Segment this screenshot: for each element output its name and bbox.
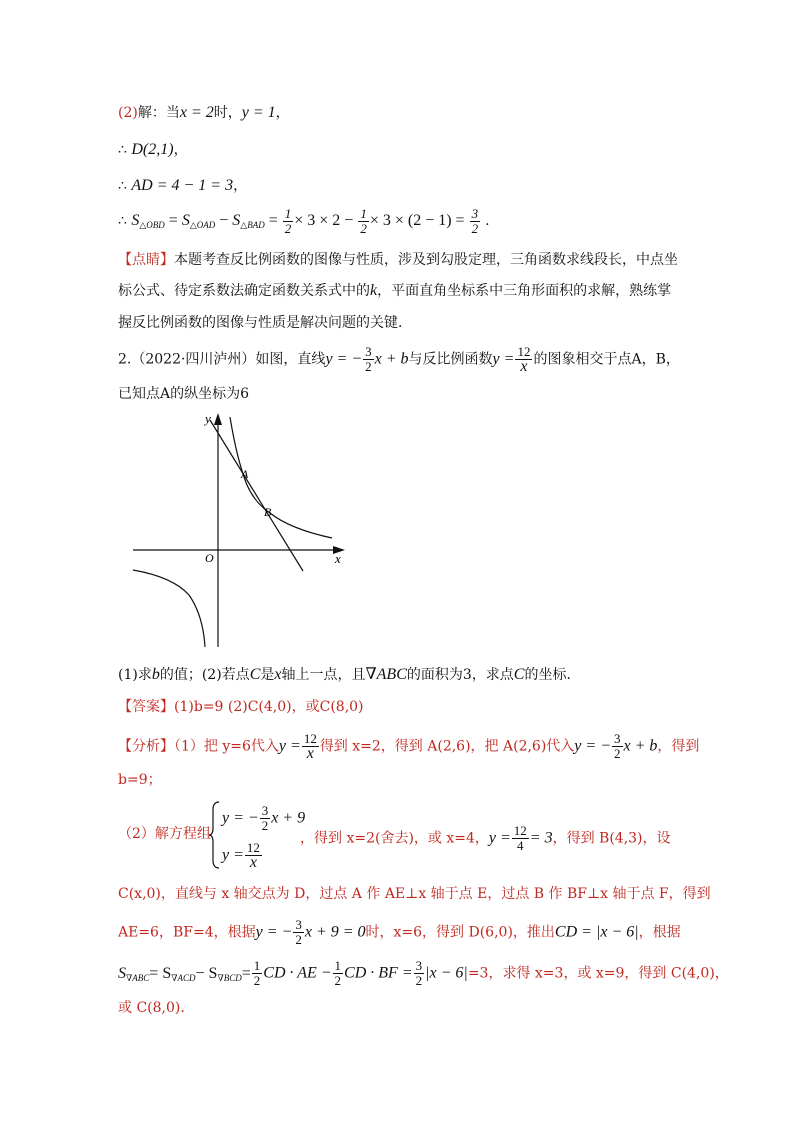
num: 1 <box>360 206 367 221</box>
math: x + 9 <box>271 809 306 827</box>
fraction <box>302 732 319 761</box>
fraction <box>363 345 374 374</box>
text: 时， <box>213 105 242 121</box>
math-y: y = 1 <box>241 104 276 121</box>
math: y = <box>222 846 244 864</box>
analysis-line-4 <box>118 884 711 904</box>
eq: = <box>268 212 278 230</box>
text: 轴上一点，且 <box>281 667 366 683</box>
period: . <box>485 213 490 230</box>
analysis-line-3 <box>118 824 211 844</box>
num: 12 <box>517 344 531 359</box>
point-d: D(2,1) <box>131 141 174 158</box>
analysis-tag: 【分析】 <box>118 738 174 755</box>
s: S <box>232 212 241 230</box>
hyperbola-branch-2 <box>133 570 205 647</box>
analysis-line-3b <box>300 824 671 853</box>
math: y = − <box>222 809 259 827</box>
fraction <box>612 732 623 761</box>
num: 12 <box>513 823 527 838</box>
system-brace <box>209 800 221 870</box>
sub: △OBD <box>139 220 165 231</box>
text: 时，x=6，得到 D(6,0)，推出 <box>365 924 555 941</box>
math: y = − <box>574 737 611 755</box>
num: 3 <box>614 731 621 746</box>
text: =3，求得 x=3，或 x=9，得到 C(4,0)， <box>467 965 729 982</box>
text: 标公式、待定系数法确定函数关系式中的 <box>118 283 370 299</box>
origin-label: O <box>205 551 214 565</box>
text: 的值；(2)若点 <box>159 667 250 683</box>
math-c: C <box>249 666 261 683</box>
math: x + 9 = 0 <box>304 923 366 941</box>
num: 3 <box>365 344 372 359</box>
math-x: x <box>274 666 282 683</box>
dianjing-line-1 <box>118 250 678 270</box>
math: x + b <box>374 350 409 368</box>
fraction <box>333 959 344 988</box>
den: 2 <box>295 932 302 947</box>
math: y = <box>492 350 515 368</box>
num: 3 <box>261 803 269 818</box>
text: 的图象相交于点A，B， <box>533 351 680 368</box>
text: C(x,0)，直线与 x 轴交点为 D，过点 A 作 AE⊥x 轴于点 E，过点 B 作 BF⊥x 轴于点 F，得到 <box>118 886 711 902</box>
s: S <box>118 964 126 982</box>
den: 2 <box>614 746 621 761</box>
therefore-symbol: ∴ <box>118 142 127 158</box>
solution-line-1 <box>118 103 290 123</box>
math: y = − <box>255 923 293 941</box>
den: 2 <box>415 973 423 988</box>
dianjing-tag: 【点睛】 <box>118 252 174 268</box>
text: ， <box>275 105 290 121</box>
math-c: C <box>513 666 525 683</box>
text: ，得到 B(4,3)，设 <box>552 830 671 847</box>
analysis-line-1 <box>118 732 699 761</box>
text: （2）解方程组 <box>118 826 211 842</box>
dianjing-line-2 <box>118 281 671 301</box>
math-k: k <box>370 282 378 299</box>
ad-equation: AD = 4 − 1 = 3 <box>131 177 234 194</box>
fraction-three-half <box>470 207 481 236</box>
text: AE=6，BF=4，根据 <box>118 924 256 941</box>
area-equation <box>131 206 485 236</box>
point-b-label: B <box>264 505 272 519</box>
text: 本题考查反比例函数的图像与性质，涉及到勾股定理，三角函数求线段长，中点坐 <box>174 252 678 268</box>
den: 2 <box>334 973 342 988</box>
num: 1 <box>284 206 292 221</box>
math: CD · BF = <box>344 964 413 982</box>
analysis-line-7 <box>118 998 194 1018</box>
text: （1）把 y=6代入 <box>174 738 279 755</box>
product: × 3 × (2 − 1) = <box>369 212 465 230</box>
analysis-line-2 <box>118 770 162 790</box>
fraction-half <box>358 207 369 236</box>
analysis-line-6 <box>118 959 729 988</box>
sub: △OAD <box>189 220 216 231</box>
sub-questions <box>118 665 580 685</box>
fraction <box>260 804 271 833</box>
dianjing-line-3 <box>118 313 412 333</box>
fraction <box>293 918 304 947</box>
text: ，根据 <box>638 924 681 941</box>
part-label: (2) <box>118 105 138 121</box>
area-difference <box>118 965 251 982</box>
num: 1 <box>253 958 261 973</box>
answer-text: (1)b=9 (2)C(4,0)，或C(8,0) <box>174 699 364 715</box>
math-b: b <box>151 666 160 683</box>
math: y = − <box>325 350 363 368</box>
den: 2 <box>253 973 261 988</box>
solution-line-2 <box>118 140 188 160</box>
text: (1)求 <box>118 667 152 683</box>
math: x + b <box>623 737 658 755</box>
minus: − S <box>195 964 218 982</box>
text: 已知点A的纵坐标为6 <box>118 386 250 402</box>
text: ， <box>173 142 188 158</box>
math: |x − 6| <box>425 964 468 982</box>
y-label: y <box>205 411 211 426</box>
text: 或 C(8,0)． <box>118 1000 195 1016</box>
therefore-symbol: ∴ <box>118 178 127 194</box>
fraction <box>245 841 262 870</box>
minus: − <box>219 212 229 230</box>
fraction-half <box>283 207 294 236</box>
text: ，平面直角坐标系中三角形面积的求解，熟练掌 <box>377 283 672 299</box>
num: 3 <box>415 958 423 973</box>
system-eq-2 <box>222 841 263 870</box>
den: 2 <box>261 818 269 833</box>
den: 2 <box>365 359 372 374</box>
num: 1 <box>334 958 342 973</box>
math: y = <box>488 829 511 847</box>
den: x <box>249 854 257 871</box>
text: 的面积为3，求点 <box>406 667 514 683</box>
math: CD · AE − <box>263 964 332 982</box>
math-triangle: ∇ABC <box>365 666 407 683</box>
answer-line <box>118 697 364 717</box>
text: ，得到 <box>657 738 700 755</box>
fraction <box>512 824 529 853</box>
therefore-symbol: ∴ <box>118 213 127 230</box>
eq: = S <box>149 964 172 982</box>
s: S <box>181 212 190 230</box>
num: 3 <box>295 917 302 932</box>
den: 2 <box>284 221 292 236</box>
math: CD = |x − 6| <box>554 923 639 941</box>
den: 2 <box>360 221 367 236</box>
fraction <box>252 959 263 988</box>
math: = 3 <box>529 829 553 847</box>
straight-line <box>210 420 303 571</box>
question-2-line-2 <box>118 384 249 404</box>
sub: ∇ACD <box>171 972 196 983</box>
text: 解：当 <box>137 105 180 121</box>
y-axis-arrow <box>214 413 222 425</box>
math: y = <box>278 737 301 755</box>
num: 3 <box>471 206 479 221</box>
function-graph-figure <box>125 405 355 655</box>
math-x: x = 2 <box>179 104 214 121</box>
analysis-line-5 <box>118 918 681 947</box>
text: ， <box>233 178 248 194</box>
fraction <box>414 959 425 988</box>
solution-line-4 <box>118 207 490 236</box>
den: 4 <box>517 838 524 853</box>
point-a-label: A <box>241 467 249 481</box>
sub: ∇BCD <box>217 972 242 983</box>
text: b=9； <box>118 772 162 788</box>
text: 2.（2022·四川泸州）如图，直线 <box>118 351 326 368</box>
num: 12 <box>303 731 317 746</box>
system-eq-1 <box>222 804 305 833</box>
s: S <box>131 212 140 230</box>
text: 与反比例函数 <box>408 351 493 368</box>
x-label: x <box>335 551 341 566</box>
den: x <box>520 358 528 375</box>
text: 是 <box>260 667 275 683</box>
eq: = <box>168 212 178 230</box>
sub: ∇ABC <box>126 972 150 983</box>
text: 的坐标． <box>524 667 581 683</box>
product: × 3 × 2 − <box>294 212 354 230</box>
num: 12 <box>246 840 260 855</box>
answer-tag: 【答案】 <box>118 699 174 715</box>
den: 2 <box>471 221 479 236</box>
sub: △BAD <box>240 220 265 231</box>
text: 得到 x=2，得到 A(2,6)，把 A(2,6)代入 <box>319 738 575 755</box>
solution-line-3 <box>118 176 247 196</box>
eq: = <box>241 964 251 982</box>
fraction <box>515 345 532 374</box>
question-2-line-1 <box>118 345 680 374</box>
text: 握反比例函数的图像与性质是解决问题的关键． <box>118 315 412 331</box>
den: x <box>306 745 314 762</box>
text: ，得到 x=2(舍去)，或 x=4， <box>300 830 489 847</box>
